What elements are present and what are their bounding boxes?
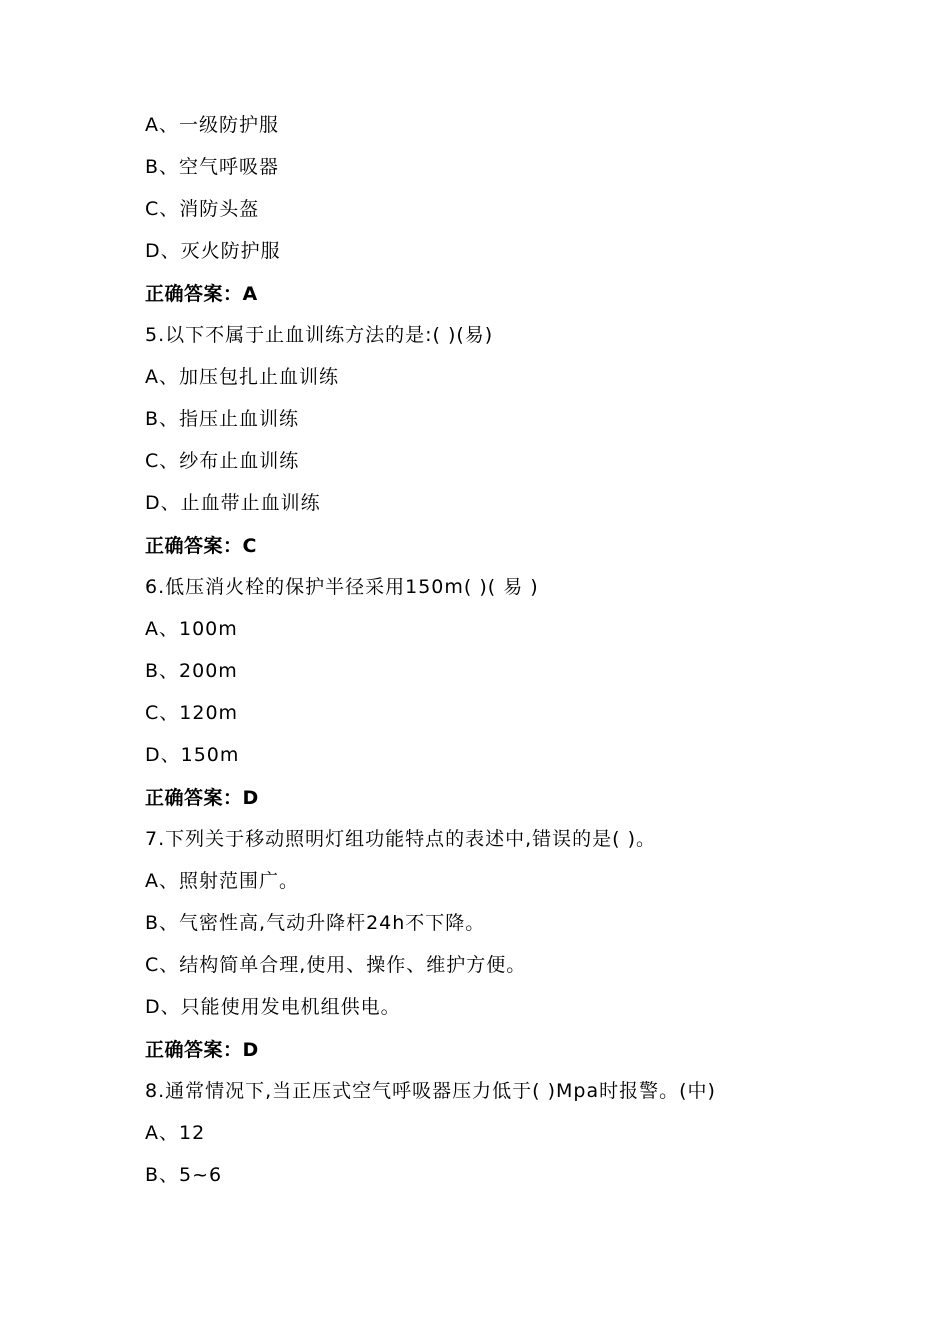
option-line: C、120m <box>145 702 239 724</box>
option-line: B、指压止血训练 <box>145 408 300 430</box>
answer-line: 正确答案：A <box>145 283 258 305</box>
option-line: B、气密性高,气动升降杆24h不下降。 <box>145 912 486 934</box>
answer-line: 正确答案：C <box>145 535 257 557</box>
option-line: D、只能使用发电机组供电。 <box>145 996 401 1018</box>
option-line: B、空气呼吸器 <box>145 156 280 178</box>
question-line: 8.通常情况下,当正压式空气呼吸器压力低于( )Mpa时报警。(中) <box>145 1080 716 1102</box>
option-line: B、200m <box>145 660 238 682</box>
option-line: C、结构简单合理,使用、操作、维护方便。 <box>145 954 527 976</box>
option-line: A、12 <box>145 1122 206 1144</box>
question-line: 7.下列关于移动照明灯组功能特点的表述中,错误的是( )。 <box>145 828 657 850</box>
option-line: D、灭火防护服 <box>145 240 281 262</box>
option-line: A、照射范围广。 <box>145 870 299 892</box>
option-line: B、5~6 <box>145 1164 223 1186</box>
option-line: D、止血带止血训练 <box>145 492 321 514</box>
option-line: D、150m <box>145 744 240 766</box>
option-line: C、纱布止血训练 <box>145 450 300 472</box>
option-line: C、消防头盔 <box>145 198 260 220</box>
question-line: 6.低压消火栓的保护半径采用150m( )( 易 ) <box>145 576 539 598</box>
option-line: A、加压包扎止血训练 <box>145 366 339 388</box>
option-line: A、一级防护服 <box>145 114 279 136</box>
answer-line: 正确答案：D <box>145 787 259 809</box>
question-line: 5.以下不属于止血训练方法的是:( )(易) <box>145 324 494 346</box>
answer-line: 正确答案：D <box>145 1039 259 1061</box>
option-line: A、100m <box>145 618 238 640</box>
